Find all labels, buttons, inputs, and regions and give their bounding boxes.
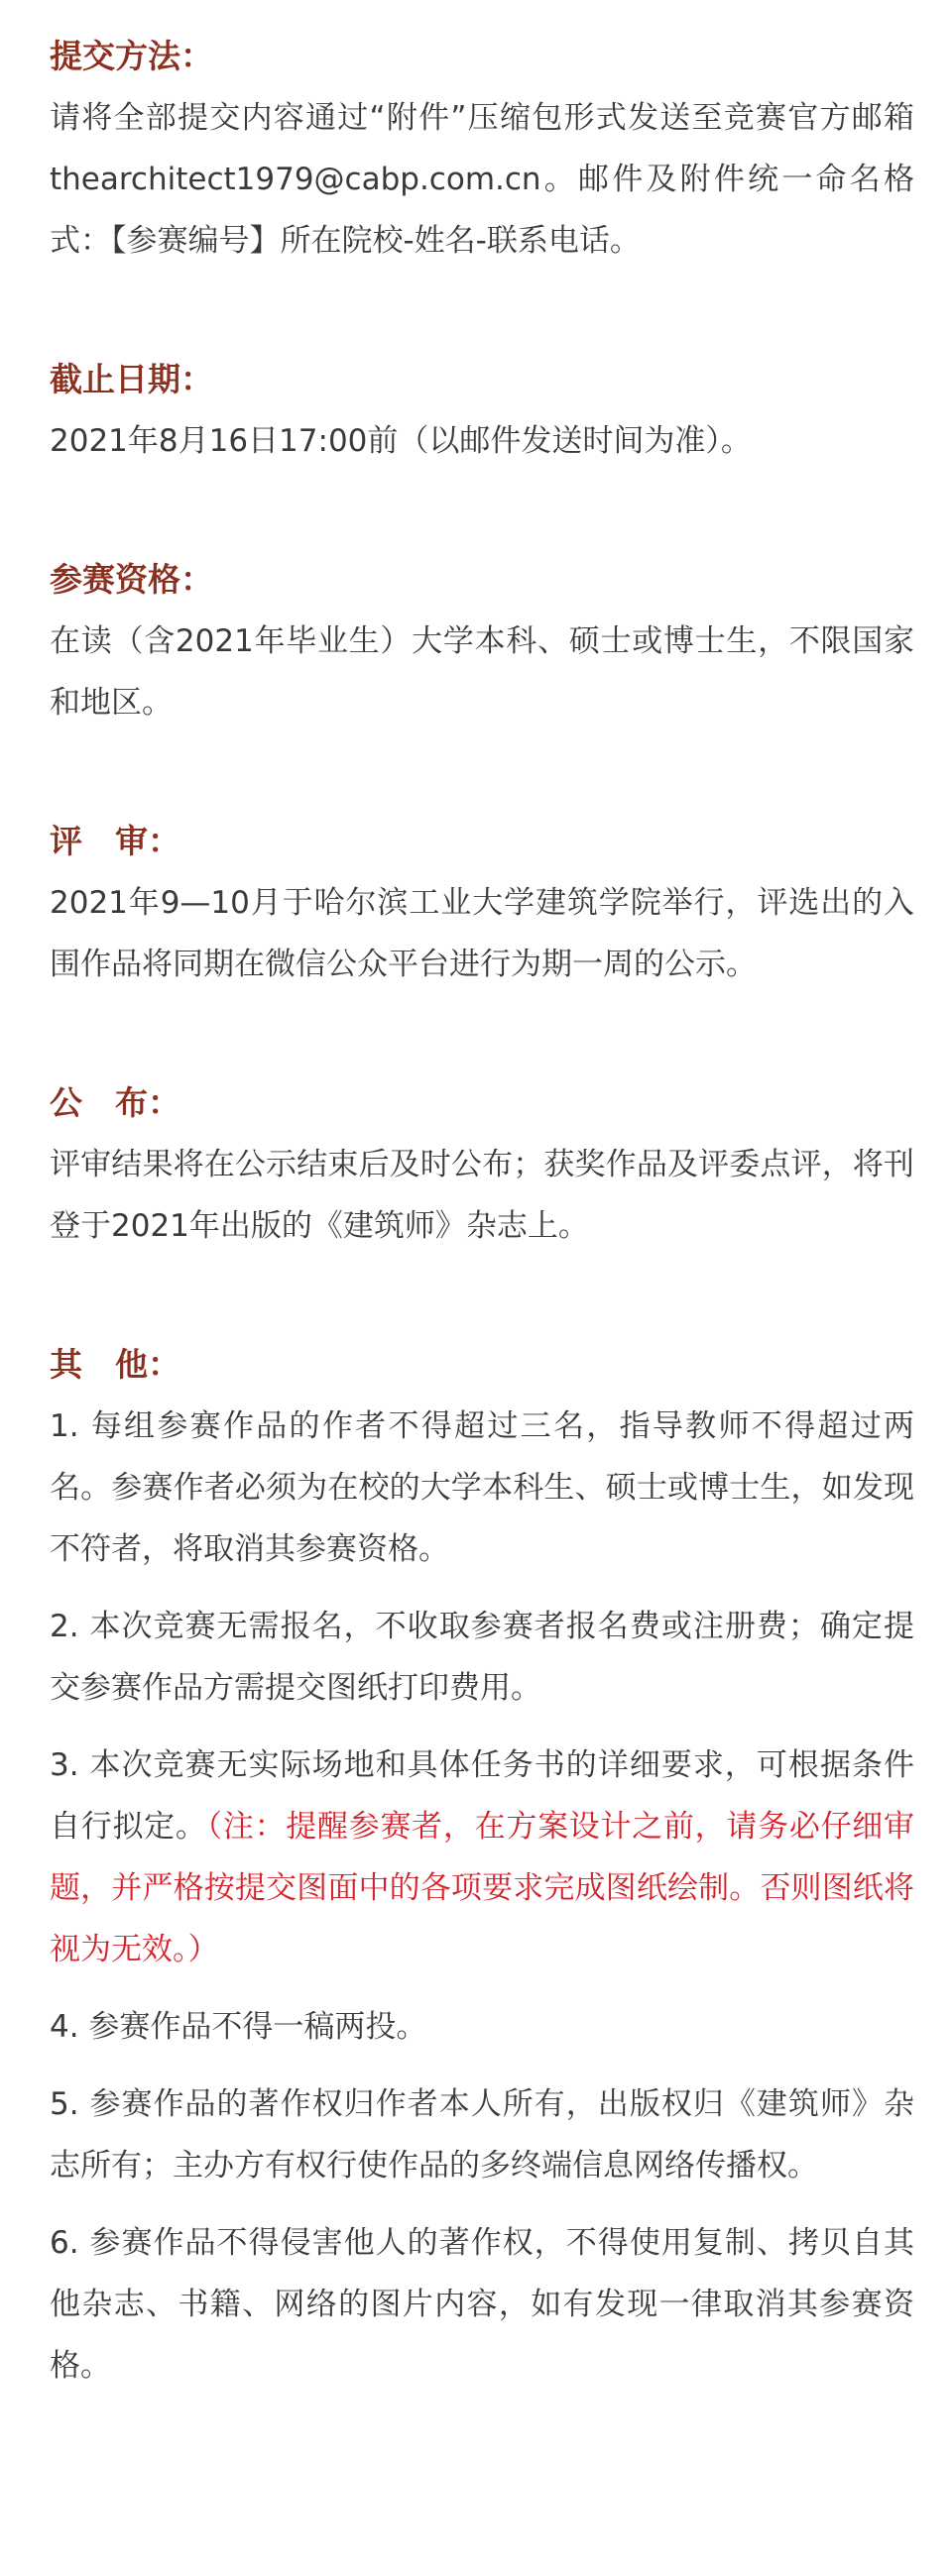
rule-item <box>50 1735 914 1980</box>
section-heading: 评 审： <box>50 822 180 860</box>
section-submission-method <box>50 26 914 272</box>
rule-item: 6. 参赛作品不得侵害他人的著作权，不得使用复制、拷贝自其他杂志、书籍、网络的图片内容，如有发现一律取消其参赛资格。 <box>50 2225 914 2384</box>
rule-item: 1. 每组参赛作品的作者不得超过三名，指导教师不得超过两名。参赛作者必须为在校的大学本科生、硕士或博士生，如发现不符者，将取消其参赛资格。 <box>50 1408 914 1567</box>
section-announcement <box>50 1072 914 1257</box>
section-heading: 公 布： <box>50 1083 180 1122</box>
rule-item: 2. 本次竞赛无需报名，不收取参赛者报名费或注册费；确定提交参赛作品方需提交图纸打印费用。 <box>50 1609 914 1706</box>
section-body: 请将全部提交内容通过“附件”压缩包形式发送至竞赛官方邮箱thearchitect1979@cabp.com.cn。邮件及附件统一命名格式：【参赛编号】所在院校-姓名-联系电话。 <box>50 100 914 259</box>
section-eligibility <box>50 549 914 733</box>
section-body: 2021年9—10月于哈尔滨工业大学建筑学院举行，评选出的入围作品将同期在微信公众平台进行为期一周的公示。 <box>50 885 914 982</box>
section-body: 2021年8月16日17:00前（以邮件发送时间为准）。 <box>50 423 752 459</box>
section-body: 在读（含2021年毕业生）大学本科、硕士或博士生，不限国家和地区。 <box>50 623 914 721</box>
rule-item: 5. 参赛作品的著作权归作者本人所有，出版权归《建筑师》杂志所有；主办方有权行使作品的多终端信息网络传播权。 <box>50 2086 914 2184</box>
section-heading: 提交方法： <box>50 37 213 75</box>
rule-item: 4. 参赛作品不得一稿两投。 <box>50 2009 427 2045</box>
section-deadline <box>50 349 914 472</box>
section-heading: 截止日期： <box>50 360 213 398</box>
rule-item-warning-note: （注：提醒参赛者，在方案设计之前，请务必仔细审题，并严格按提交图面中的各项要求完成图纸绘制。否则图纸将视为无效。） <box>50 1809 915 1967</box>
section-body: 评审结果将在公示结束后及时公布；获奖作品及评委点评，将刊登于2021年出版的《建筑师》杂志上。 <box>50 1147 914 1244</box>
section-other <box>50 1334 914 2397</box>
section-heading: 其 他： <box>50 1345 180 1384</box>
rule-item-text: 3. 本次竞赛无实际场地和具体任务书的详细要求，可根据条件自行拟定。 <box>50 1747 914 1845</box>
section-judging <box>50 811 914 995</box>
section-heading: 参赛资格： <box>50 560 213 599</box>
